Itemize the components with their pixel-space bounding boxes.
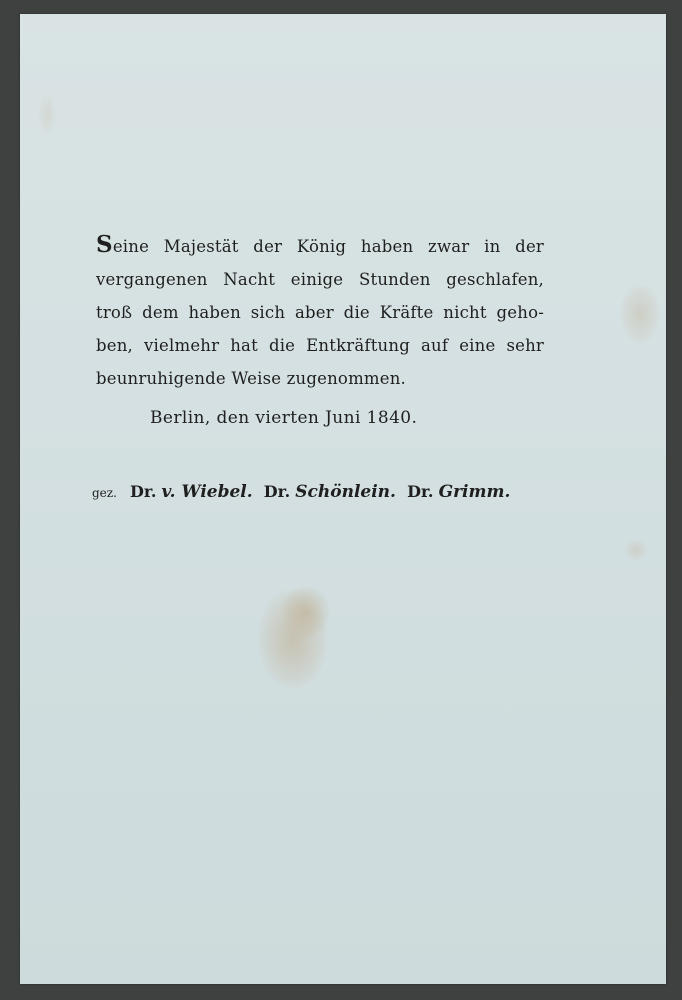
foxing-stain [38, 94, 56, 134]
body-line-4: ben, vielmehr hat die Entkräftung auf eine sehr [96, 336, 544, 355]
initial-letter: S [96, 231, 113, 258]
signature-prefix: gez. [92, 486, 117, 500]
water-stain [282, 586, 330, 638]
signer-title: Dr. [130, 482, 157, 501]
dateline: Berlin, den vierten Juni 1840. [150, 408, 418, 428]
bulletin-body [96, 228, 544, 395]
body-line-5: beunruhigende Weise zugenommen. [96, 369, 406, 388]
signer-name: v. Wiebel. [161, 482, 253, 502]
body-line-1: Seine Majestät der König haben zwar in der [96, 231, 544, 258]
body-line-2: vergangenen Nacht einige Stunden geschlafen, [96, 270, 544, 289]
foxing-stain [620, 284, 660, 344]
signer-title: Dr. [407, 482, 434, 501]
signer-title: Dr. [263, 482, 291, 501]
body-line-3: troß dem haben sich aber die Kräfte nicht geho- [96, 303, 544, 322]
signature-line [92, 482, 516, 502]
signer-name: Grimm. [438, 482, 511, 502]
foxing-stain [625, 539, 647, 561]
signer-name: Schönlein. [295, 482, 396, 502]
